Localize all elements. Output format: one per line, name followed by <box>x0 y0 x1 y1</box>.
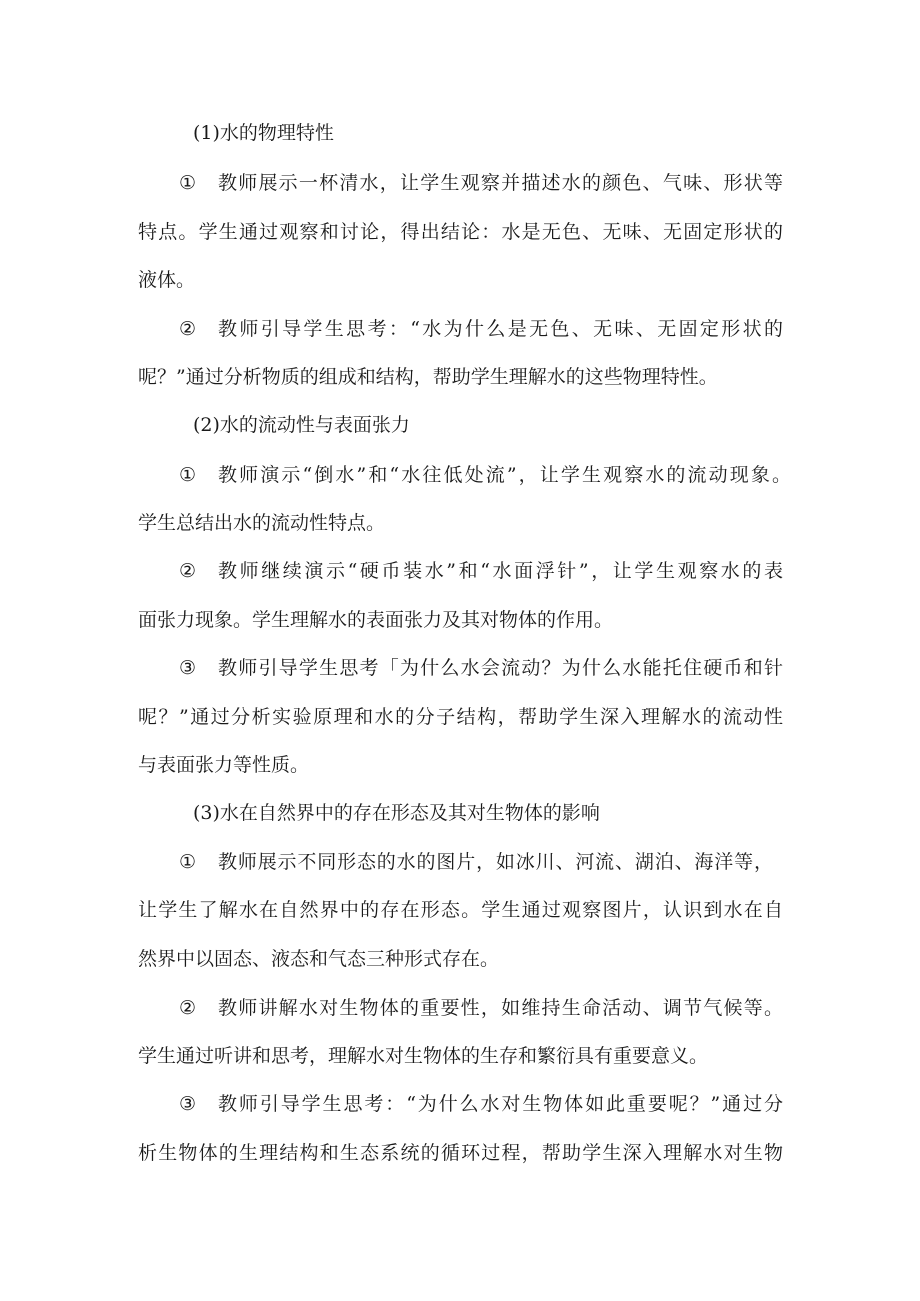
paragraph-line: 教师展示不同形态的水的图片，如冰川、河流、湖泊、海洋等， <box>218 851 773 873</box>
paragraph-line: 让学生了解水在自然界中的存在形态。学生通过观察图片，认识到水在自 <box>138 899 783 921</box>
paragraph-line: 学生总结出水的流动性特点。 <box>138 512 386 534</box>
item-marker: ③ <box>179 657 197 679</box>
paragraph-line: 教师继续演示“硬币装水”和“水面浮针”，让学生观察水的表 <box>218 560 783 582</box>
item-marker: ② <box>179 318 197 340</box>
paragraph-line: 教师演示“倒水”和“水往低处流”，让学生观察水的流动现象。 <box>218 464 791 486</box>
paragraph-line: 面张力现象。学生理解水的表面张力及其对物体的作用。 <box>138 609 614 631</box>
paragraph-line: 学生通过听讲和思考，理解水对生物体的生存和繁衍具有重要意义。 <box>138 1045 709 1067</box>
item-marker: ③ <box>179 1093 197 1115</box>
paragraph-line: 教师引导学生思考：“水为什么是无色、无味、无固定形状的 <box>218 318 783 340</box>
paragraph-line: 特点。学生通过观察和讨论，得出结论：水是无色、无味、无固定形状的 <box>138 221 783 243</box>
item-marker: ① <box>179 172 197 194</box>
item-marker: ② <box>179 560 197 582</box>
paragraph-line: 教师展示一杯清水，让学生观察并描述水的颜色、气味、形状等 <box>218 172 783 194</box>
paragraph-line: 与表面张力等性质。 <box>138 754 310 776</box>
paragraph-line: 然界中以固态、液态和气态三种形式存在。 <box>138 948 500 970</box>
item-marker: ① <box>179 464 197 486</box>
paragraph-line: 析生物体的生理结构和生态系统的循环过程，帮助学生深入理解水对生物 <box>138 1142 783 1164</box>
paragraph-line: 教师讲解水对生物体的重要性，如维持生命活动、调节气候等。 <box>218 997 783 1019</box>
item-marker: ① <box>179 851 197 873</box>
paragraph-line: 液体。 <box>138 269 196 291</box>
paragraph-line: 教师引导学生思考：“为什么水对生物体如此重要呢？”通过分 <box>218 1093 783 1115</box>
item-marker: ② <box>179 997 197 1019</box>
section-heading: (2)水的流动性与表面张力 <box>193 414 410 436</box>
section-heading: (3)水在自然界中的存在形态及其对生物体的影响 <box>193 802 600 824</box>
paragraph-line: 呢？”通过分析物质的组成和结构，帮助学生理解水的这些物理特性。 <box>138 366 718 388</box>
paragraph-line: 呢？”通过分析实验原理和水的分子结构，帮助学生深入理解水的流动性 <box>138 706 783 728</box>
section-heading: (1)水的物理特性 <box>193 122 334 144</box>
paragraph-line: 教师引导学生思考「为什么水会流动？为什么水能托住硬币和针 <box>218 657 783 679</box>
